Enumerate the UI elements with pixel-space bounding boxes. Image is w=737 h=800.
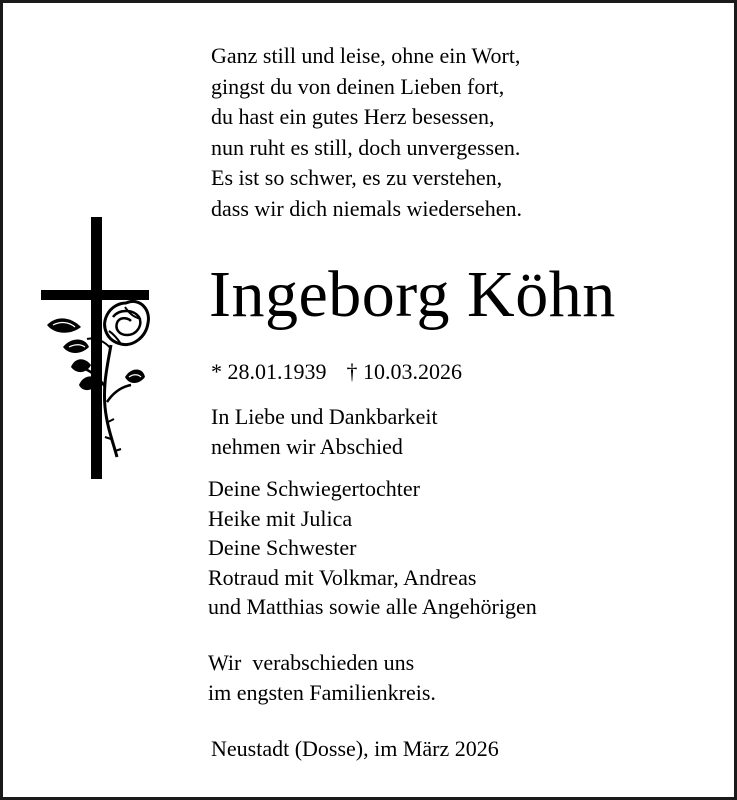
place-and-date: Neustadt (Dosse), im März 2026 [211, 736, 499, 761]
family-line: Deine Schwiegertochter [208, 476, 420, 501]
farewell-text [211, 402, 438, 462]
cross-with-rose-icon [41, 217, 153, 479]
poem-line: du hast ein gutes Herz besessen, [211, 104, 495, 129]
poem [211, 41, 522, 224]
poem-line: Es ist so schwer, es zu verstehen, [211, 165, 503, 190]
family-line: Deine Schwester [208, 535, 357, 560]
farewell-line: In Liebe und Dankbarkeit [211, 404, 438, 429]
life-dates [211, 357, 462, 387]
private-notice [208, 648, 436, 708]
poem-line: dass wir dich niemals wiedersehen. [211, 195, 522, 221]
family-list [208, 474, 537, 622]
farewell-line: nehmen wir Abschied [211, 434, 403, 459]
poem-line: Ganz still und leise, ohne ein Wort, [211, 43, 521, 68]
family-line: und Matthias sowie alle Angehörigen [208, 594, 537, 619]
private-notice-line: Wir verabschieden uns [208, 650, 415, 675]
family-line: Heike mit Julica [208, 505, 353, 531]
family-line: Rotraud mit Volkmar, Andreas [208, 564, 477, 590]
poem-line: gingst du von deinen Lieben fort, [211, 73, 505, 99]
deceased-name: Ingeborg Köhn [209, 258, 616, 331]
poem-line: nun ruht es still, doch unvergessen. [211, 134, 521, 160]
birth-date: * 28.01.1939 [211, 359, 327, 384]
death-date: † 10.03.2026 [346, 359, 462, 384]
private-notice-line: im engsten Familienkreis. [208, 680, 436, 705]
